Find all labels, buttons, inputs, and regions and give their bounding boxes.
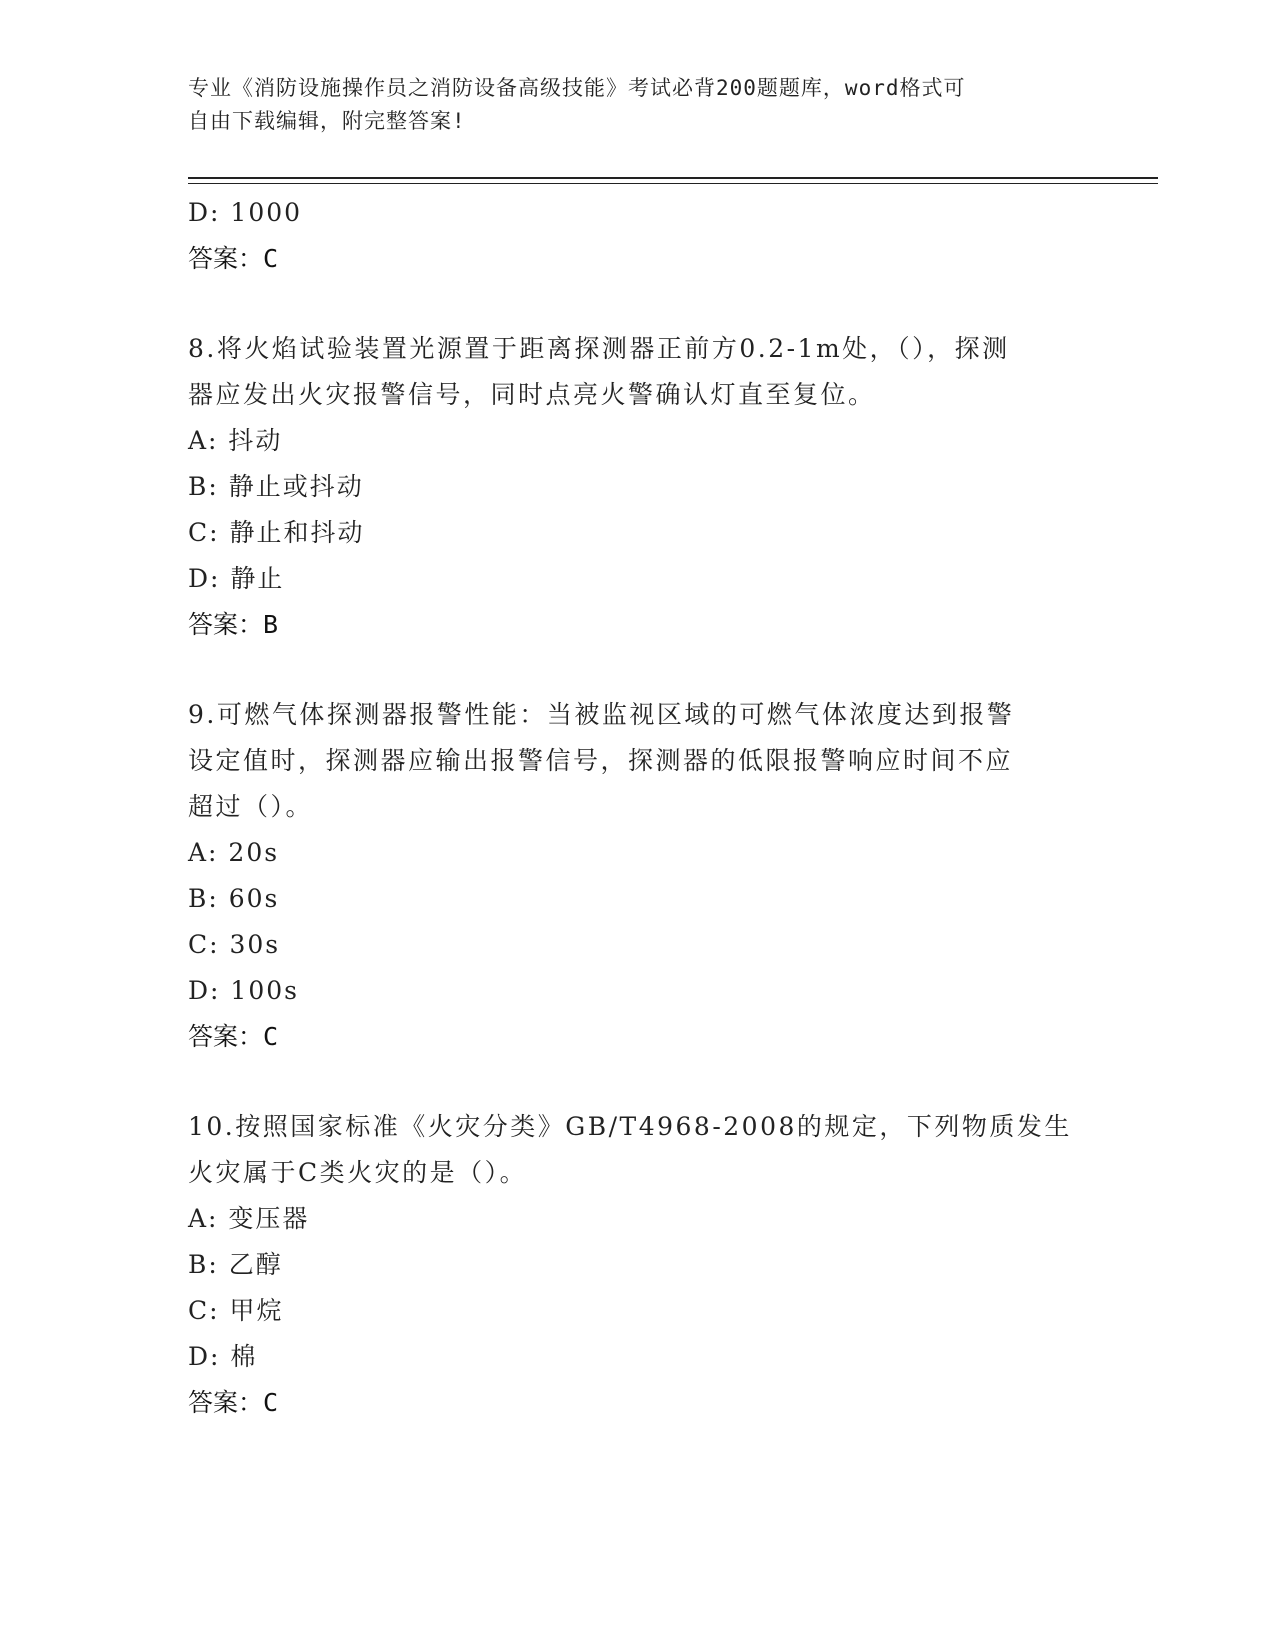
answer-line: 答案：C [188,244,279,273]
question-stem-line: 设定值时，探测器应输出报警信号，探测器的低限报警响应时间不应 [188,746,1014,775]
document-body [188,190,1088,1426]
option-d: D: 静止 [188,564,285,593]
header-divider [188,177,1158,184]
answer-line: 答案：C [188,1388,279,1417]
question-stem-line: 10.按照国家标准《火灾分类》GB/T4968-2008的规定，下列物质发生 [188,1112,1072,1141]
option-b: B: 60s [188,884,280,913]
question-stem-line: 火灾属于C类火灾的是（）。 [188,1158,528,1187]
option-d: D: 100s [188,976,299,1005]
option-c: C: 静止和抖动 [188,518,365,547]
option-a: A: 20s [188,838,280,867]
option-c: C: 30s [188,930,281,959]
question-stem-line: 超过（）。 [188,792,314,821]
answer-line: 答案：B [188,610,279,639]
answer-line: 答案：C [188,1022,279,1051]
question-stem-line: 8.将火焰试验装置光源置于距离探测器正前方0.2-1m处，（），探测 [188,334,1010,363]
question-10 [188,1104,1088,1426]
question-9 [188,692,1088,1060]
question-stem-line: 器应发出火灾报警信号，同时点亮火警确认灯直至复位。 [188,380,876,409]
previous-question-tail [188,190,1088,282]
option-b: B: 静止或抖动 [188,472,364,501]
option-c: C: 甲烷 [188,1296,284,1325]
option-d: D: 1000 [188,198,303,227]
option-a: A: 抖动 [188,426,283,455]
page-header [188,72,1078,138]
option-b: B: 乙醇 [188,1250,283,1279]
question-stem-line: 9.可燃气体探测器报警性能：当被监视区域的可燃气体浓度达到报警 [188,700,1015,729]
header-line-2: 自由下载编辑，附完整答案! [188,109,466,133]
option-d: D: 棉 [188,1342,258,1371]
header-line-1: 专业《消防设施操作员之消防设备高级技能》考试必背200题题库，word格式可 [188,76,966,100]
option-a: A: 变压器 [188,1204,310,1233]
question-8 [188,326,1088,648]
